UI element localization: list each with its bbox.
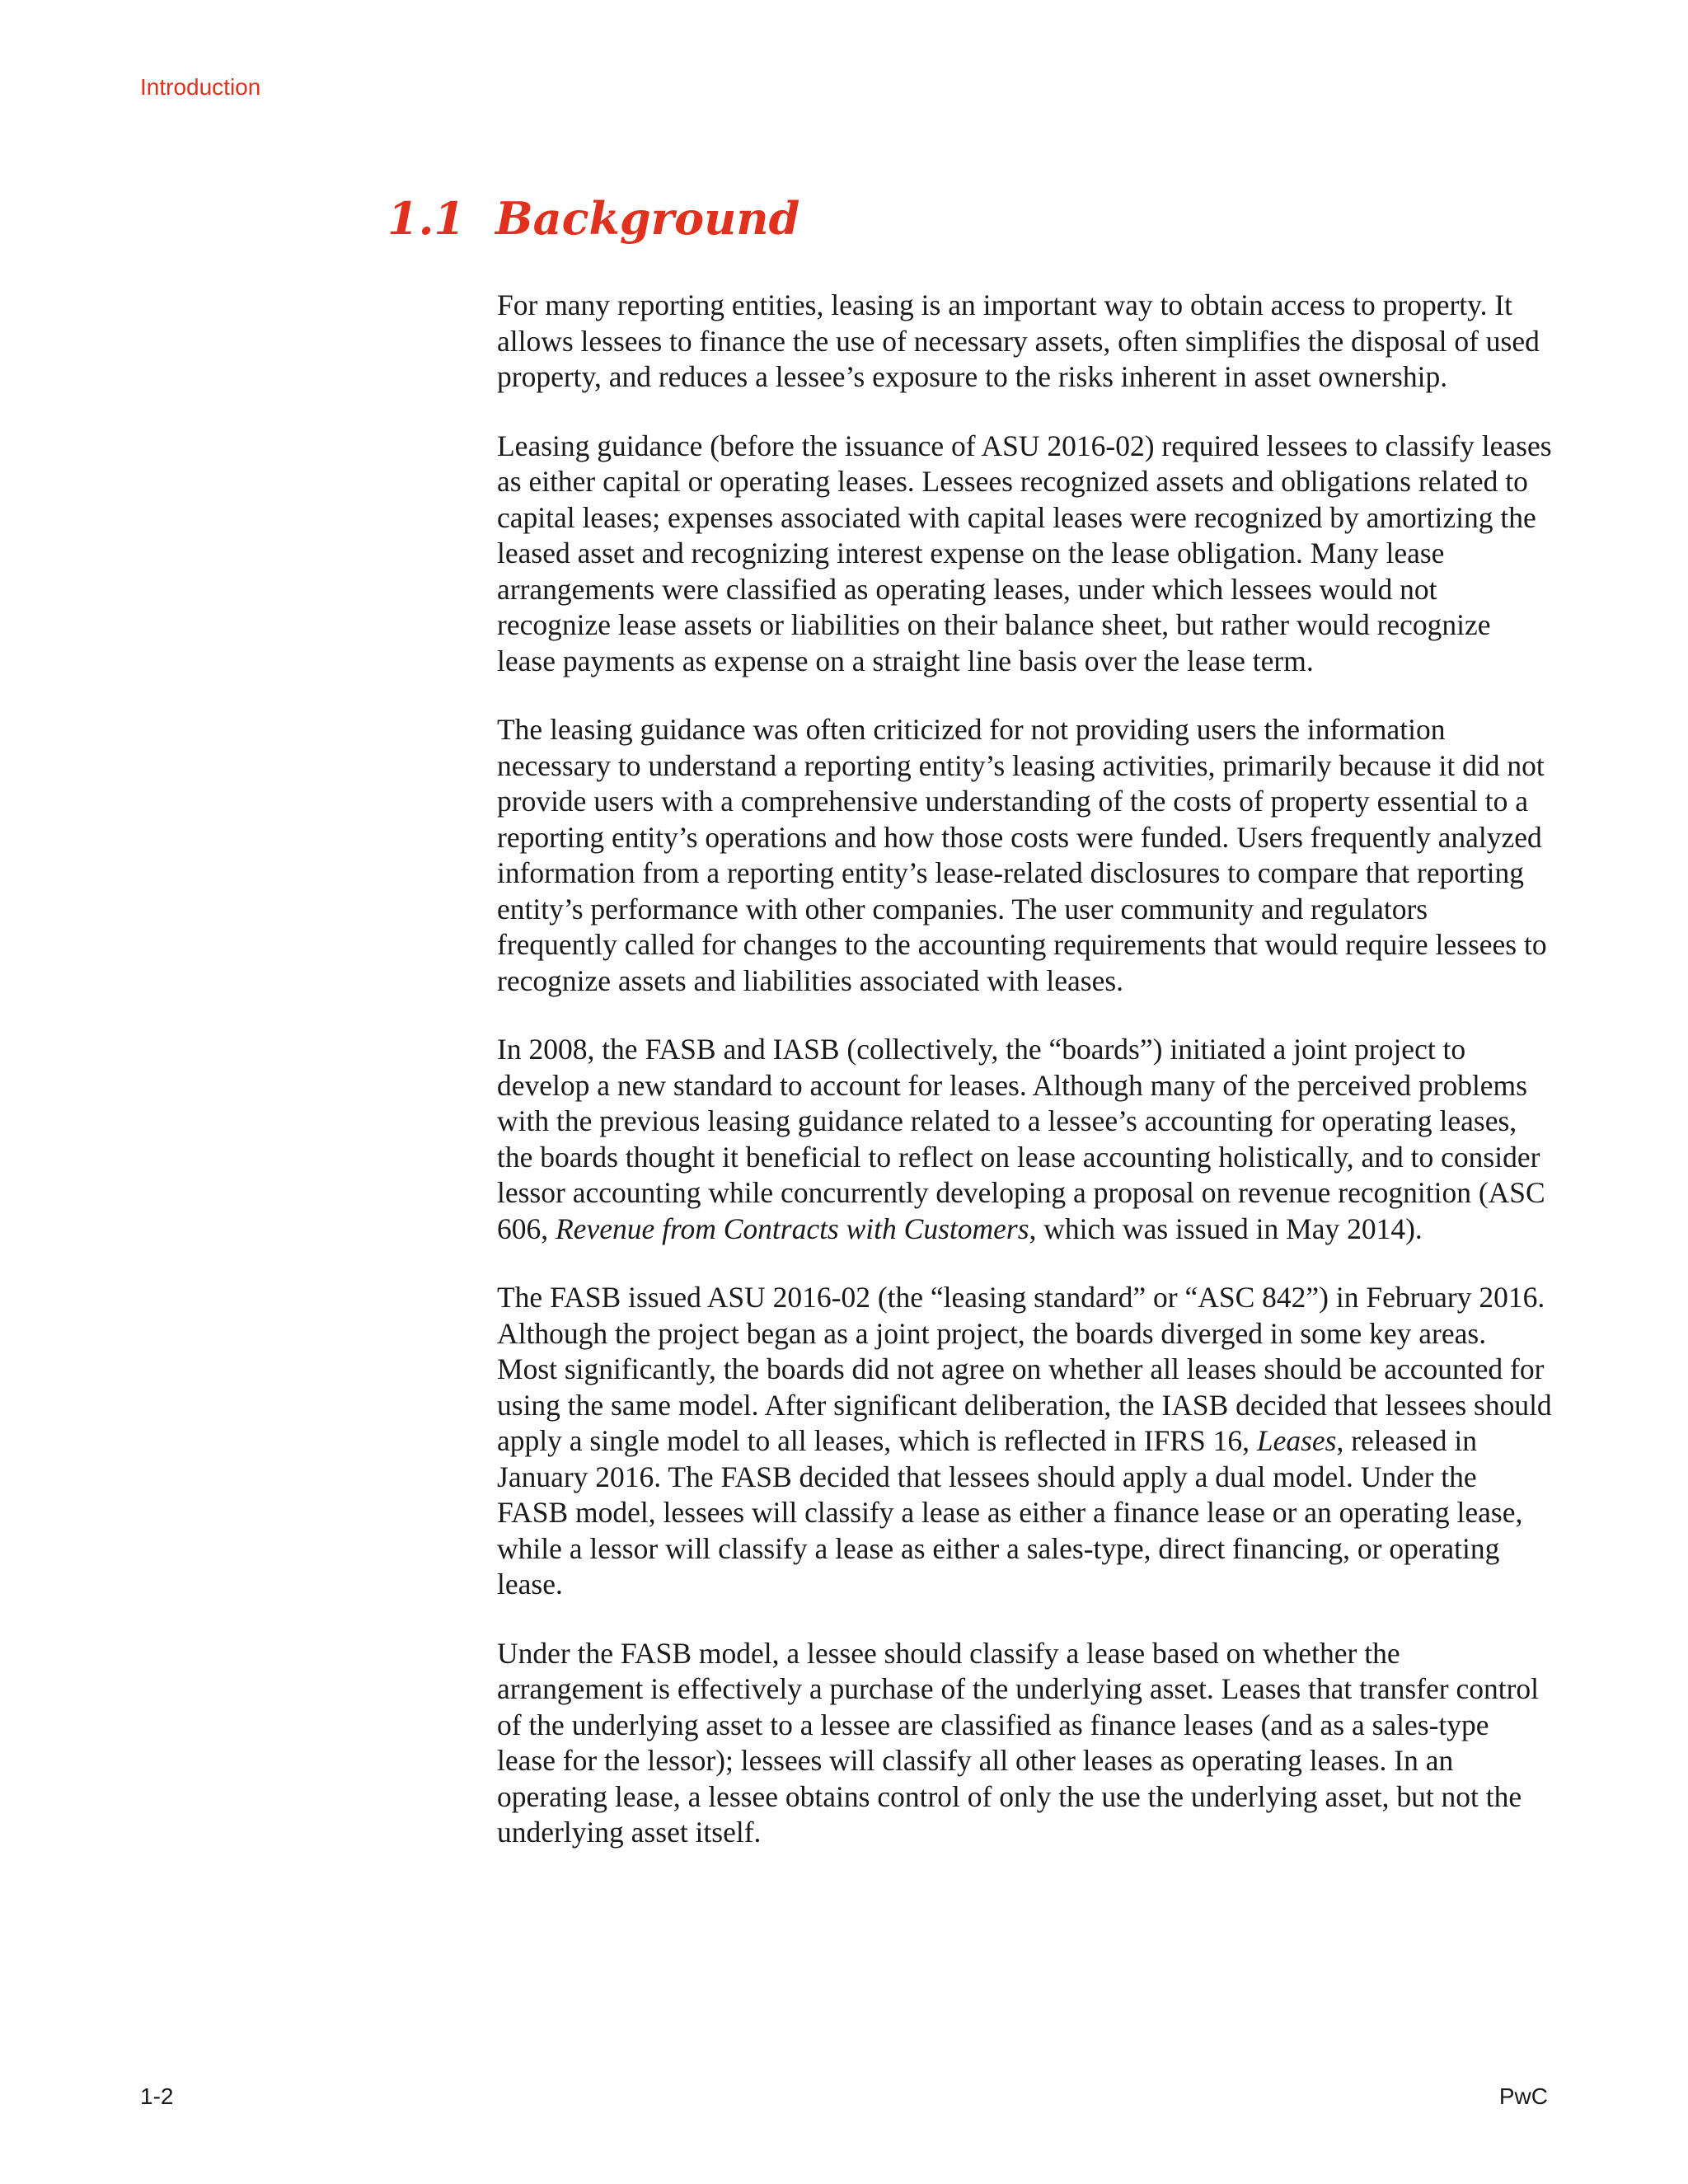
body-text — [497, 288, 1552, 1884]
paragraph-4-text-b: , which was issued in May 2014). — [1029, 1212, 1423, 1245]
paragraph-6: Under the FASB model, a lessee should classify a lease based on whether the arrangement is effectively a purchase of the underlying asset. Leases that transfer control of the underlying asset to a lessee are classified as finance leases (and as a sales-type lease for the lessor); lessees will classify all other leases as operating leases. In an operating lease, a lessee obtains control of only the use the underlying asset, but not the underlying asset itself. — [497, 1636, 1540, 1849]
paragraph-1: For many reporting entities, leasing is an important way to obtain access to property. It allows lessees to finance the use of necessary assets, often simplifies the disposal of used property, and reduces a lessee’s exposure to the risks inherent in asset ownership. — [497, 288, 1540, 393]
paragraph-4 — [497, 1032, 1552, 1247]
paragraph-4-text-a: In 2008, the FASB and IASB (collectively, the “boards”) initiated a joint project to develop a new standard to account for leases. Although many of the perceived problems with the previous leasing guidance related to a lessee’s accounting for operating leases, the boards thought it beneficial to reflect on lease accounting holistically, and to consider lessor accounting while concurrently developing a proposal on revenue recognition (ASC 606, — [497, 1033, 1545, 1245]
chapter-header-label: Introduction — [140, 74, 261, 100]
publisher-name: PwC — [1498, 2083, 1548, 2109]
paragraph-5-text-b: , released in January 2016. The FASB decided that lessees should apply a dual model. Under the FASB model, lessees will classify a lease as either a finance lease or an operating lease, while a lessor will classify a lease as either a sales-type, direct financing, or operating lease. — [497, 1424, 1523, 1601]
section-number: 1.1 — [387, 192, 465, 245]
paragraph-2: Leasing guidance (before the issuance of ASU 2016-02) required lessees to classify leases as either capital or operating leases. Lessees recognized assets and obligations related to capital leases; expenses associated with capital leases were recognized by amortizing the leased asset and recognizing interest expense on the lease obligation. Many lease arrangements were classified as operating leases, under which lessees would not recognize lease assets or liabilities on their balance sheet, but rather would recognize lease payments as expense on a straight line basis over the lease term. — [497, 429, 1552, 677]
paragraph-5 — [497, 1280, 1552, 1603]
section-title: Background — [495, 192, 800, 245]
page-number: 1-2 — [140, 2083, 174, 2109]
section-heading — [387, 192, 800, 245]
paragraph-5-text-a: The FASB issued ASU 2016-02 (the “leasing standard” or “ASC 842”) in February 2016. Although the project began as a joint project, the boards diverged in some key areas. Most significantly, the boards did not agree on whether all leases should be accounted for using the same model. After significant deliberation, the IASB decided that lessees should apply a single model to all leases, which is reflected in IFRS 16, — [497, 1281, 1552, 1457]
paragraph-3: The leasing guidance was often criticized for not providing users the information necessary to understand a reporting entity’s leasing activities, primarily because it did not provide users with a comprehensive understanding of the costs of property essential to a reporting entity’s operations and how those costs were funded. Users frequently analyzed information from a reporting entity’s lease-related disclosures to compare that reporting entity’s performance with other companies. The user community and regulators frequently called for changes to the accounting requirements that would require lessees to recognize assets and liabilities associated with leases. — [497, 713, 1547, 997]
paragraph-4-italic: Revenue from Contracts with Customers — [556, 1212, 1029, 1245]
paragraph-5-italic: Leases — [1256, 1424, 1337, 1457]
